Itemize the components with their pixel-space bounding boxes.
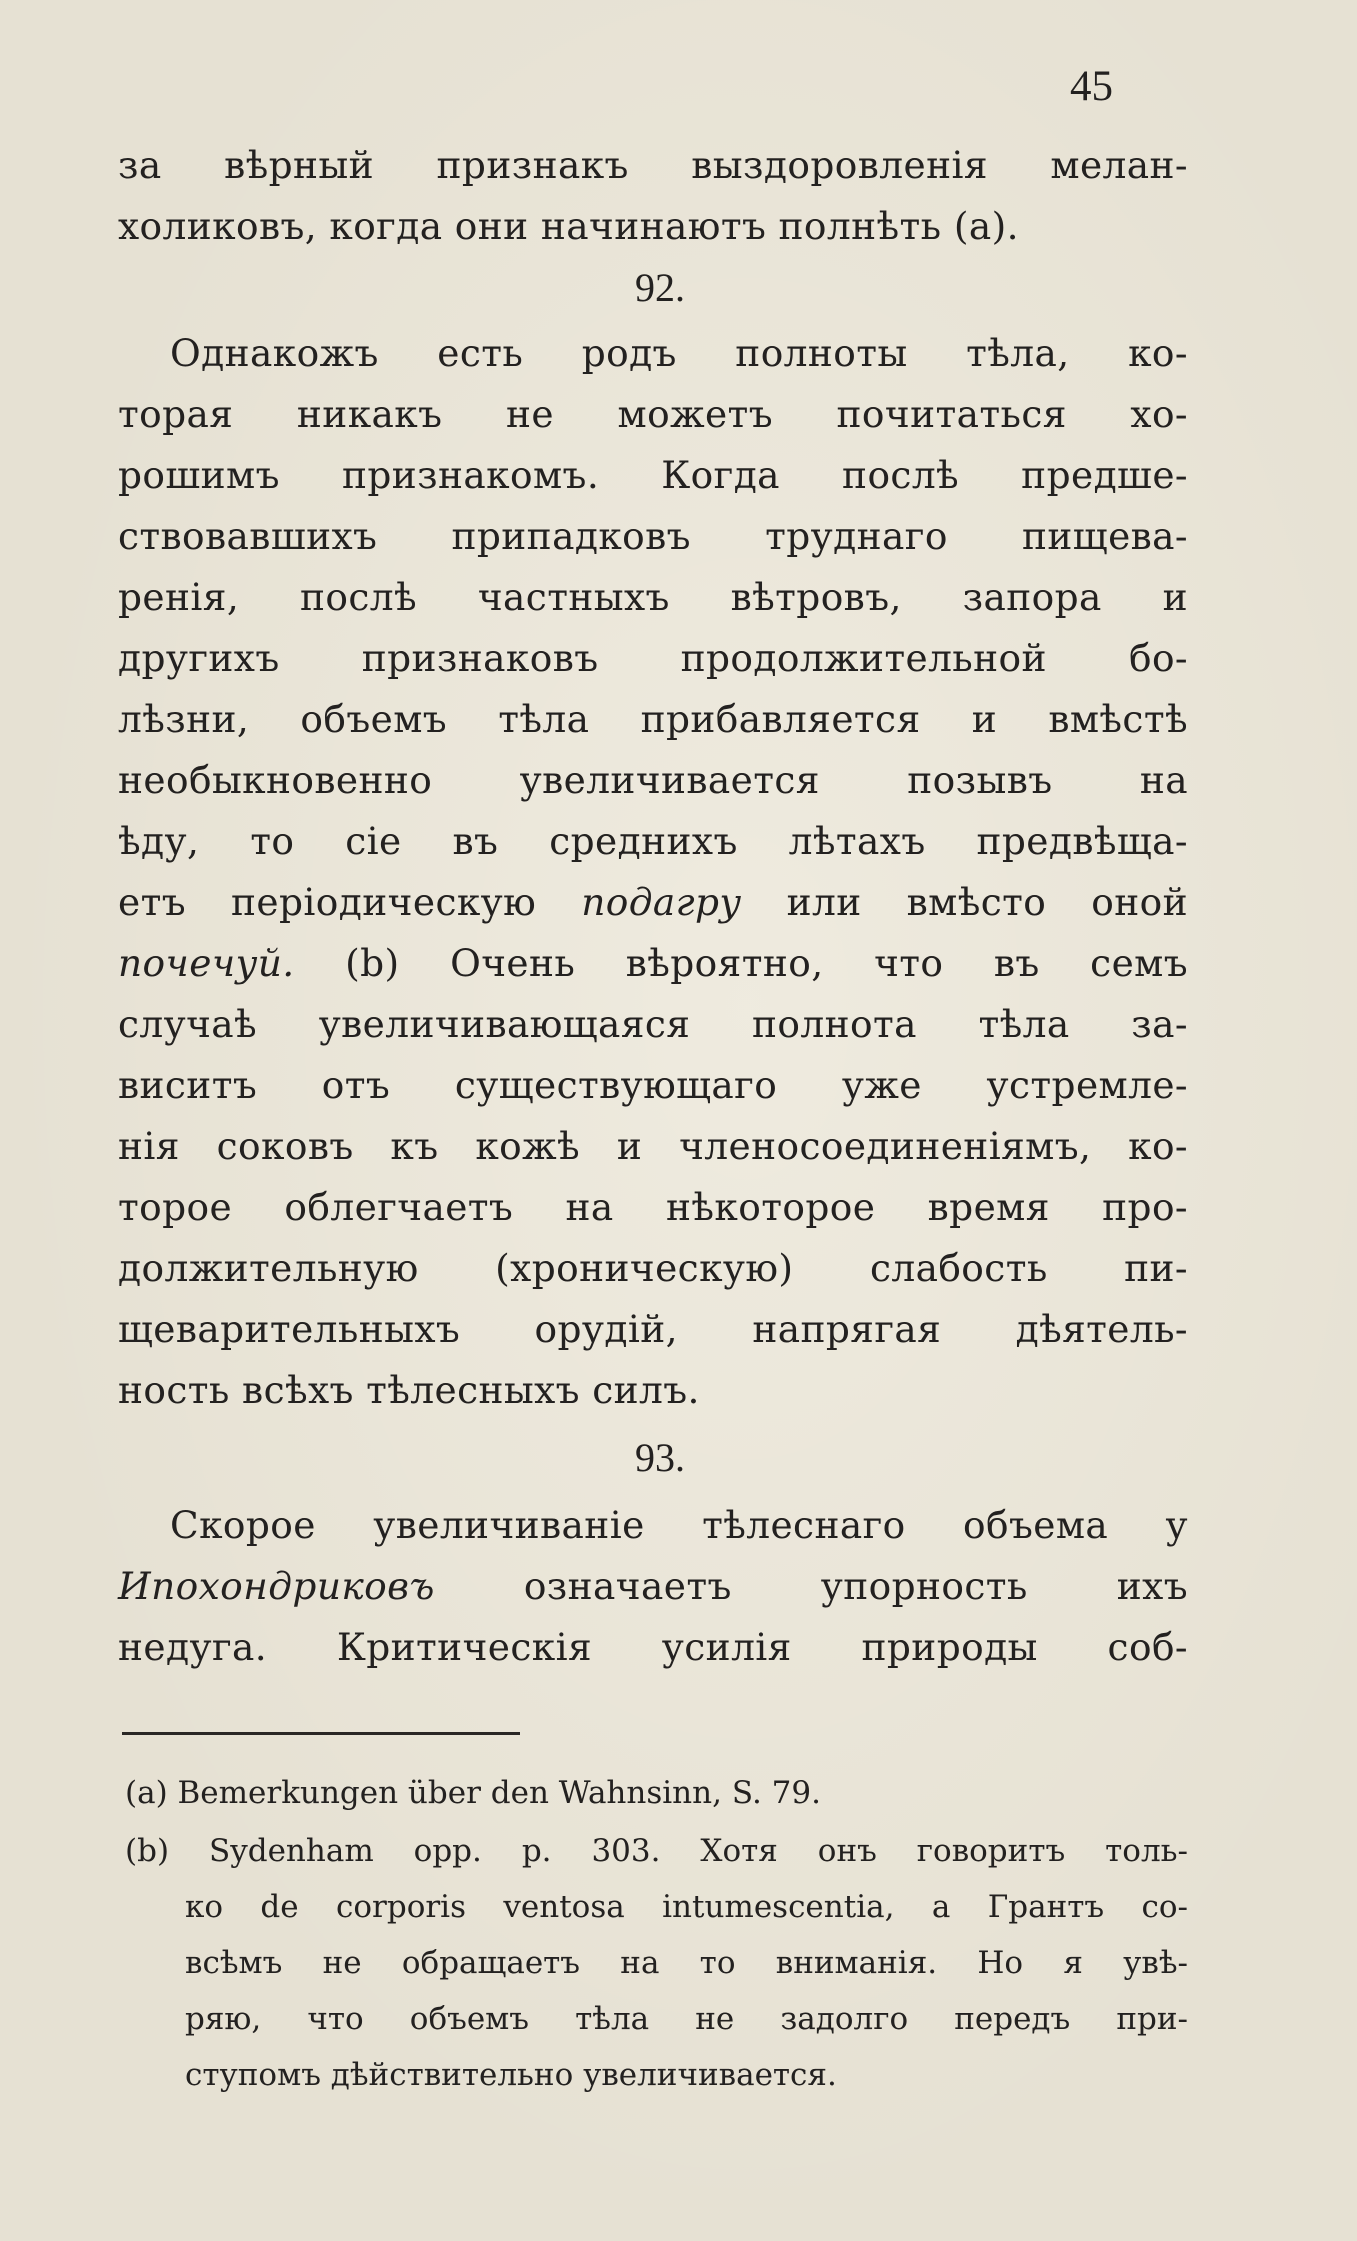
section-number-92: 92. bbox=[635, 265, 685, 310]
footnote-divider bbox=[122, 1732, 520, 1735]
text-line: виситъ отъ существующаго уже устремле- bbox=[118, 1063, 1188, 1107]
text-line: необыкновенно увеличивается позывъ на bbox=[118, 758, 1188, 802]
text-line: нія соковъ къ кожѣ и членосоединеніямъ, ко- bbox=[118, 1124, 1188, 1168]
text-segment: (b) Очень вѣроятно, что въ семъ bbox=[294, 941, 1188, 985]
section-number-93: 93. bbox=[635, 1435, 685, 1480]
footnote-line: ряю, что объемъ тѣла не задолго передъ при- bbox=[185, 2001, 1188, 2037]
italic-term-hypochondriacs: Ипохондриковъ bbox=[118, 1564, 435, 1608]
footnote-marker: (a) bbox=[125, 1775, 168, 1811]
text-line: Однакожъ есть родъ полноты тѣла, ко- bbox=[170, 331, 1188, 375]
text-line: должительную (хроническую) слабость пи- bbox=[118, 1246, 1188, 1290]
text-line: щеварительныхъ орудій, напрягая дѣятель- bbox=[118, 1307, 1188, 1351]
text-line-mixed bbox=[118, 933, 1188, 993]
text-line: торая никакъ не можетъ почитаться хо- bbox=[118, 392, 1188, 436]
text-line: ность всѣхъ тѣлесныхъ силъ. bbox=[118, 1368, 700, 1412]
text-line: ренія, послѣ частныхъ вѣтровъ, запора и bbox=[118, 575, 1188, 619]
footnote-text: Sydenham opp. p. 303. Хотя онъ говоритъ толь- bbox=[169, 1833, 1188, 1869]
text-line: лѣзни, объемъ тѣла прибавляется и вмѣстѣ bbox=[118, 697, 1188, 741]
text-line: за вѣрный признакъ выздоровленія мелан- bbox=[118, 143, 1188, 187]
text-line: Скорое увеличиваніе тѣлеснаго объема у bbox=[170, 1503, 1188, 1547]
text-line: холиковъ, когда они начинаютъ полнѣть (a). bbox=[118, 204, 1019, 248]
footnote-line: всѣмъ не обращаетъ на то вниманія. Но я увѣ- bbox=[185, 1945, 1188, 1981]
footnote-line: ко de corporis ventosa intumescentia, а Грантъ со- bbox=[185, 1889, 1188, 1925]
footnote-a bbox=[125, 1768, 1188, 1818]
italic-term-podagra: подагру bbox=[581, 880, 742, 924]
text-line: случаѣ увеличивающаяся полнота тѣла за- bbox=[118, 1002, 1188, 1046]
text-line: ствовавшихъ припадковъ труднаго пищева- bbox=[118, 514, 1188, 558]
footnote-text: Bemerkungen über den Wahnsinn, S. 79. bbox=[167, 1775, 821, 1811]
text-line: торое облегчаетъ на нѣкоторое время про- bbox=[118, 1185, 1188, 1229]
text-line: недуга. Критическія усилія природы соб- bbox=[118, 1625, 1188, 1669]
page-number: 45 bbox=[1070, 63, 1113, 110]
footnote-line: ступомъ дѣйствительно увеличивается. bbox=[185, 2057, 837, 2093]
text-line: рошимъ признакомъ. Когда послѣ предше- bbox=[118, 453, 1188, 497]
text-line-mixed bbox=[118, 872, 1188, 932]
text-line: ѣду, то сіе въ среднихъ лѣтахъ предвѣща- bbox=[118, 819, 1188, 863]
text-segment: или вмѣсто оной bbox=[741, 880, 1188, 924]
footnote-marker: (b) bbox=[125, 1833, 170, 1869]
text-segment: етъ періодическую bbox=[118, 880, 582, 924]
text-line-mixed bbox=[118, 1556, 1188, 1616]
text-line: другихъ признаковъ продолжительной бо- bbox=[118, 636, 1188, 680]
text-segment: означаетъ упорность ихъ bbox=[434, 1564, 1188, 1608]
footnote-b bbox=[125, 1826, 1188, 1876]
italic-term-pochechuy: почечуй. bbox=[118, 941, 295, 985]
